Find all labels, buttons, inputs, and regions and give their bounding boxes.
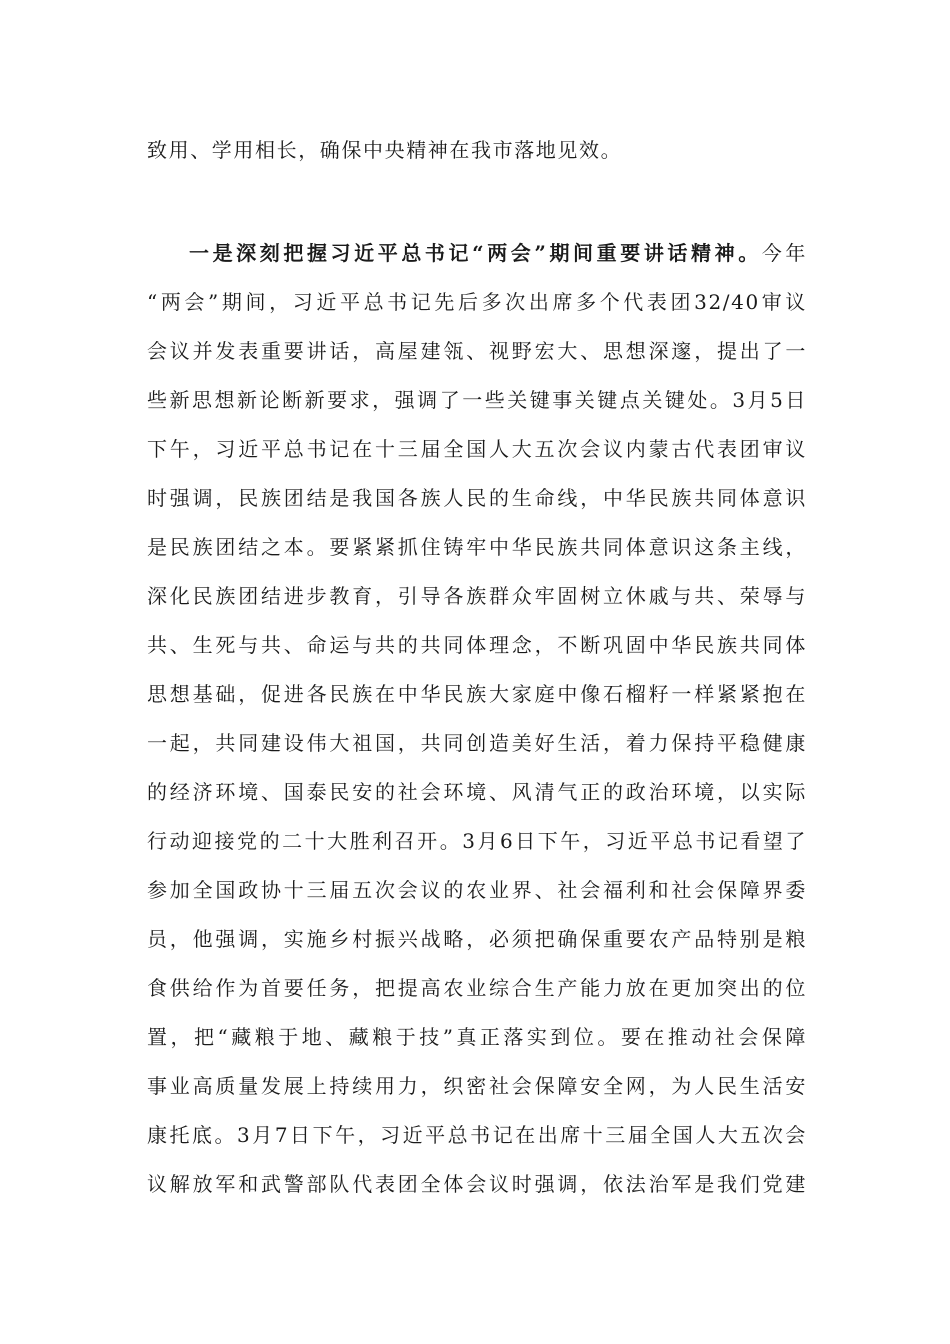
paragraph-line: 康托底。3月7日下午，习近平总书记在出席十三届全国人大五次会 <box>147 1123 807 1147</box>
paragraph-line: 行动迎接党的二十大胜利召开。3月6日下午，习近平总书记看望了 <box>147 829 807 853</box>
paragraph-1 <box>147 229 807 1209</box>
paragraph-line: 是民族团结之本。要紧紧抓住铸牢中华民族共同体意识这条主线， <box>147 535 807 559</box>
continuation-line: 致用、学用相长，确保中央精神在我市落地见效。 <box>147 138 623 162</box>
paragraph-line: 时强调，民族团结是我国各族人民的生命线，中华民族共同体意识 <box>147 486 807 510</box>
paragraph-line: 会议并发表重要讲话，高屋建瓴、视野宏大、思想深邃，提出了一 <box>147 339 807 363</box>
paragraph-line: 事业高质量发展上持续用力，织密社会保障安全网，为人民生活安 <box>147 1074 807 1098</box>
paragraph-line: 参加全国政协十三届五次会议的农业界、社会福利和社会保障界委 <box>147 878 807 902</box>
paragraph-line: 员，他强调，实施乡村振兴战略，必须把确保重要农产品特别是粮 <box>147 927 807 951</box>
paragraph-line: 深化民族团结进步教育，引导各族群众牢固树立休戚与共、荣辱与 <box>147 584 807 608</box>
continuation-paragraph <box>147 126 807 175</box>
paragraph-line: 今年 <box>761 241 807 265</box>
paragraph-line: 共、生死与共、命运与共的共同体理念，不断巩固中华民族共同体 <box>147 633 807 657</box>
paragraph-line: 下午，习近平总书记在十三届全国人大五次会议内蒙古代表团审议 <box>147 437 807 461</box>
paragraph-line: 议解放军和武警部队代表团全体会议时强调，依法治军是我们党建 <box>147 1172 807 1196</box>
paragraph-line: 些新思想新论断新要求，强调了一些关键事关键点关键处。3月5日 <box>147 388 807 412</box>
paragraph-line: 思想基础，促进各民族在中华民族大家庭中像石榴籽一样紧紧抱在 <box>147 682 807 706</box>
paragraph-line: “两会”期间，习近平总书记先后多次出席多个代表团32/40审议 <box>147 290 807 314</box>
paragraph-line: 置，把“藏粮于地、藏粮于技”真正落实到位。要在推动社会保障 <box>147 1025 807 1049</box>
paragraph-line: 的经济环境、国泰民安的社会环境、风清气正的政治环境，以实际 <box>147 780 807 804</box>
paragraph-line: 食供给作为首要任务，把提高农业综合生产能力放在更加突出的位 <box>147 976 807 1000</box>
paragraph-first-line <box>147 229 807 278</box>
paragraph-line: 一起，共同建设伟大祖国，共同创造美好生活，着力保持平稳健康 <box>147 731 807 755</box>
paragraph-lead: 一是深刻把握习近平总书记“两会”期间重要讲话精神。 <box>187 241 762 265</box>
